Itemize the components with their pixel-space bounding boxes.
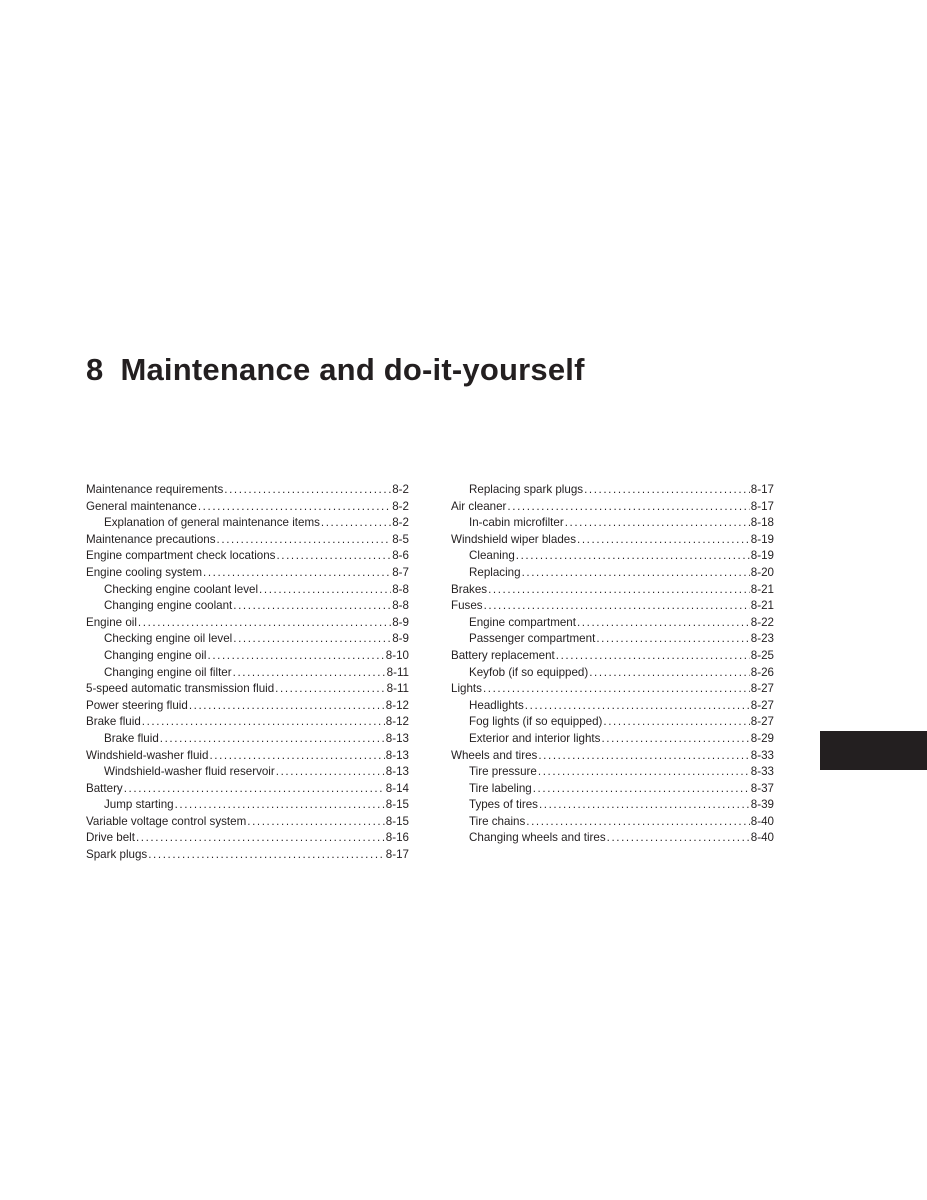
toc-entry-label: Exterior and interior lights	[469, 731, 601, 745]
toc-leader-dots	[233, 631, 391, 648]
toc-leader-dots	[603, 714, 749, 731]
toc-entry[interactable]	[451, 648, 774, 665]
toc-entry[interactable]	[86, 565, 409, 582]
toc-entry-page: 8-22	[750, 615, 774, 629]
toc-entry[interactable]	[451, 532, 774, 549]
toc-entry-page: 8-16	[385, 831, 409, 845]
toc-entry[interactable]	[451, 548, 774, 565]
chapter-title	[86, 350, 585, 390]
toc-entry[interactable]	[451, 615, 774, 632]
toc-entry-label: Replacing	[469, 565, 521, 579]
toc-leader-dots	[507, 499, 749, 516]
toc-leader-dots	[233, 665, 386, 682]
toc-entry-page: 8-18	[750, 516, 774, 530]
toc-entry-page: 8-7	[392, 565, 409, 579]
toc-entry-page: 8-21	[750, 582, 774, 596]
toc-entry-page: 8-27	[750, 715, 774, 729]
toc-entry-page: 8-9	[392, 615, 409, 629]
toc-entry-label: Variable voltage control system	[86, 814, 247, 828]
toc-entry[interactable]	[86, 814, 409, 831]
toc-entry-label: Lights	[451, 682, 482, 696]
toc-entry-label: Engine oil	[86, 615, 137, 629]
toc-entry-label: Keyfob (if so equipped)	[469, 665, 589, 679]
toc-entry-page: 8-11	[386, 682, 409, 696]
toc-entry-page: 8-12	[385, 715, 409, 729]
toc-leader-dots	[275, 681, 385, 698]
toc-entry-page: 8-19	[750, 549, 774, 563]
toc-entry[interactable]	[451, 764, 774, 781]
toc-entry-label: Types of tires	[469, 798, 538, 812]
toc-leader-dots	[483, 681, 750, 698]
toc-entry-label: Power steering fluid	[86, 698, 188, 712]
toc-entry-page: 8-29	[750, 731, 774, 745]
toc-entry[interactable]	[86, 698, 409, 715]
toc-entry[interactable]	[451, 814, 774, 831]
toc-entry-page: 8-2	[392, 499, 409, 513]
toc-entry-page: 8-17	[750, 499, 774, 513]
toc-entry[interactable]	[86, 598, 409, 615]
toc-entry[interactable]	[86, 532, 409, 549]
toc-leader-dots	[539, 797, 750, 814]
toc-entry-label: Changing engine coolant	[104, 599, 233, 613]
toc-entry-page: 8-9	[392, 632, 409, 646]
toc-entry[interactable]	[86, 830, 409, 847]
toc-leader-dots	[577, 532, 750, 549]
chapter-thumb-tab	[820, 731, 927, 770]
toc-entry-page: 8-33	[750, 765, 774, 779]
toc-leader-dots	[247, 814, 385, 831]
toc-entry-page: 8-33	[750, 748, 774, 762]
toc-leader-dots	[601, 731, 749, 748]
toc-entry[interactable]	[451, 698, 774, 715]
toc-right-column	[451, 482, 774, 847]
toc-leader-dots	[224, 482, 391, 499]
toc-entry-label: Battery replacement	[451, 648, 555, 662]
toc-entry-label: Cleaning	[469, 549, 515, 563]
toc-entry-page: 8-15	[385, 814, 409, 828]
toc-entry[interactable]	[451, 515, 774, 532]
toc-entry-page: 8-2	[392, 516, 409, 530]
toc-leader-dots	[522, 565, 750, 582]
toc-entry-label: 5-speed automatic transmission fluid	[86, 682, 275, 696]
toc-leader-dots	[516, 548, 750, 565]
toc-leader-dots	[189, 698, 385, 715]
toc-leader-dots	[556, 648, 750, 665]
toc-entry-page: 8-26	[750, 665, 774, 679]
toc-entry-label: Replacing spark plugs	[469, 483, 584, 496]
toc-entry-page: 8-37	[750, 781, 774, 795]
toc-entry[interactable]	[86, 615, 409, 632]
toc-leader-dots	[538, 764, 750, 781]
toc-entry-label: Changing wheels and tires	[469, 831, 606, 845]
toc-entry[interactable]	[86, 731, 409, 748]
toc-entry-label: Changing engine oil	[104, 648, 207, 662]
toc-leader-dots	[596, 631, 749, 648]
toc-entry[interactable]	[86, 748, 409, 765]
toc-leader-dots	[208, 648, 385, 665]
toc-leader-dots	[584, 482, 750, 499]
toc-entry-page: 8-25	[750, 648, 774, 662]
toc-leader-dots	[589, 665, 750, 682]
toc-entry[interactable]	[86, 797, 409, 814]
toc-leader-dots	[607, 830, 750, 847]
toc-entry[interactable]	[86, 847, 409, 864]
toc-entry[interactable]	[451, 714, 774, 731]
toc-leader-dots	[136, 830, 385, 847]
toc-entry-page: 8-12	[385, 698, 409, 712]
toc-entry-page: 8-6	[392, 549, 409, 563]
toc-leader-dots	[138, 615, 391, 632]
toc-entry-label: Tire pressure	[469, 765, 537, 779]
toc-leader-dots	[203, 565, 391, 582]
toc-entry[interactable]	[86, 665, 409, 682]
toc-left-column	[86, 482, 409, 864]
toc-entry-page: 8-2	[392, 483, 409, 496]
toc-entry-label: Explanation of general maintenance items	[104, 516, 320, 530]
toc-entry-label: Windshield wiper blades	[451, 532, 577, 546]
toc-entry[interactable]	[451, 665, 774, 682]
toc-leader-dots	[124, 781, 385, 798]
toc-leader-dots	[276, 548, 391, 565]
toc-entry[interactable]	[86, 764, 409, 781]
toc-entry-page: 8-5	[392, 532, 409, 546]
toc-entry-page: 8-13	[385, 765, 409, 779]
toc-entry[interactable]	[86, 631, 409, 648]
toc-entry-label: Engine compartment	[469, 615, 576, 629]
toc-entry-page: 8-17	[385, 848, 409, 862]
toc-entry-page: 8-39	[750, 798, 774, 812]
toc-entry[interactable]	[86, 515, 409, 532]
chapter-number: 8	[86, 352, 104, 387]
toc-entry-page: 8-17	[750, 483, 774, 496]
toc-entry-label: Windshield-washer fluid reservoir	[104, 765, 275, 779]
toc-leader-dots	[160, 731, 385, 748]
toc-entry-label: Wheels and tires	[451, 748, 538, 762]
toc-entry-label: Checking engine oil level	[104, 632, 233, 646]
toc-entry-page: 8-27	[750, 698, 774, 712]
toc-leader-dots	[209, 748, 384, 765]
toc-entry[interactable]	[451, 681, 774, 698]
toc-entry-page: 8-8	[392, 582, 409, 596]
toc-entry-label: General maintenance	[86, 499, 197, 513]
toc-entry-page: 8-40	[750, 831, 774, 845]
toc-entry-label: Battery	[86, 781, 123, 795]
toc-entry-label: Jump starting	[104, 798, 174, 812]
toc-entry-page: 8-8	[392, 599, 409, 613]
toc-entry-page: 8-27	[750, 682, 774, 696]
toc-entry-page: 8-11	[386, 665, 409, 679]
toc-entry-label: Drive belt	[86, 831, 135, 845]
toc-entry-label: Headlights	[469, 698, 524, 712]
toc-entry-page: 8-19	[750, 532, 774, 546]
toc-entry-page: 8-15	[385, 798, 409, 812]
toc-entry[interactable]	[86, 548, 409, 565]
toc-entry-label: In-cabin microfilter	[469, 516, 564, 530]
toc-entry-label: Windshield-washer fluid	[86, 748, 209, 762]
toc-leader-dots	[198, 499, 391, 516]
toc-leader-dots	[142, 714, 385, 731]
toc-entry-page: 8-10	[385, 648, 409, 662]
toc-leader-dots	[577, 615, 750, 632]
toc-leader-dots	[525, 698, 750, 715]
toc-entry-page: 8-21	[750, 599, 774, 613]
toc-entry[interactable]	[451, 748, 774, 765]
toc-leader-dots	[259, 582, 391, 599]
toc-entry[interactable]	[86, 482, 409, 499]
toc-leader-dots	[276, 764, 385, 781]
toc-entry-label: Tire chains	[469, 814, 526, 828]
toc-entry-label: Engine compartment check locations	[86, 549, 276, 563]
toc-entry-page: 8-13	[385, 731, 409, 745]
toc-leader-dots	[321, 515, 391, 532]
toc-entry[interactable]	[86, 781, 409, 798]
toc-leader-dots	[526, 814, 750, 831]
toc-entry[interactable]	[451, 781, 774, 798]
toc-entry-label: Spark plugs	[86, 848, 148, 862]
toc-entry[interactable]	[451, 830, 774, 847]
toc-leader-dots	[233, 598, 391, 615]
toc-entry-label: Changing engine oil filter	[104, 665, 232, 679]
toc-entry-label: Tire labeling	[469, 781, 532, 795]
toc-entry[interactable]	[86, 499, 409, 516]
toc-entry-page: 8-40	[750, 814, 774, 828]
toc-leader-dots	[538, 748, 749, 765]
toc-entry[interactable]	[86, 681, 409, 698]
toc-leader-dots	[565, 515, 750, 532]
toc-entry[interactable]	[451, 598, 774, 615]
toc-entry-page: 8-14	[385, 781, 409, 795]
chapter-title-text: Maintenance and do-it-yourself	[120, 352, 585, 387]
toc-leader-dots	[484, 598, 750, 615]
toc-leader-dots	[148, 847, 385, 864]
toc-entry-label: Engine cooling system	[86, 565, 202, 579]
toc-entry-page: 8-23	[750, 632, 774, 646]
toc-entry-label: Maintenance requirements	[86, 483, 224, 496]
toc-entry-label: Fog lights (if so equipped)	[469, 715, 603, 729]
toc-entry[interactable]	[451, 499, 774, 516]
toc-entry-label: Fuses	[451, 599, 483, 613]
toc-entry-label: Passenger compartment	[469, 632, 596, 646]
toc-entry[interactable]	[451, 482, 774, 499]
toc-entry-label: Brakes	[451, 582, 488, 596]
toc-entry-label: Brake fluid	[86, 715, 141, 729]
toc-entry-label: Brake fluid	[104, 731, 159, 745]
toc-leader-dots	[217, 532, 392, 549]
toc-leader-dots	[175, 797, 385, 814]
toc-entry[interactable]	[451, 797, 774, 814]
toc-entry[interactable]	[86, 648, 409, 665]
toc-entry-label: Air cleaner	[451, 499, 507, 513]
toc-entry[interactable]	[86, 714, 409, 731]
toc-entry[interactable]	[86, 582, 409, 599]
toc-entry-page: 8-20	[750, 565, 774, 579]
toc-entry-page: 8-13	[385, 748, 409, 762]
toc-leader-dots	[533, 781, 750, 798]
toc-entry[interactable]	[451, 631, 774, 648]
toc-entry[interactable]	[451, 582, 774, 599]
toc-entry-label: Checking engine coolant level	[104, 582, 259, 596]
toc-leader-dots	[488, 582, 750, 599]
toc-entry-label: Maintenance precautions	[86, 532, 216, 546]
toc-entry[interactable]	[451, 731, 774, 748]
toc-entry[interactable]	[451, 565, 774, 582]
